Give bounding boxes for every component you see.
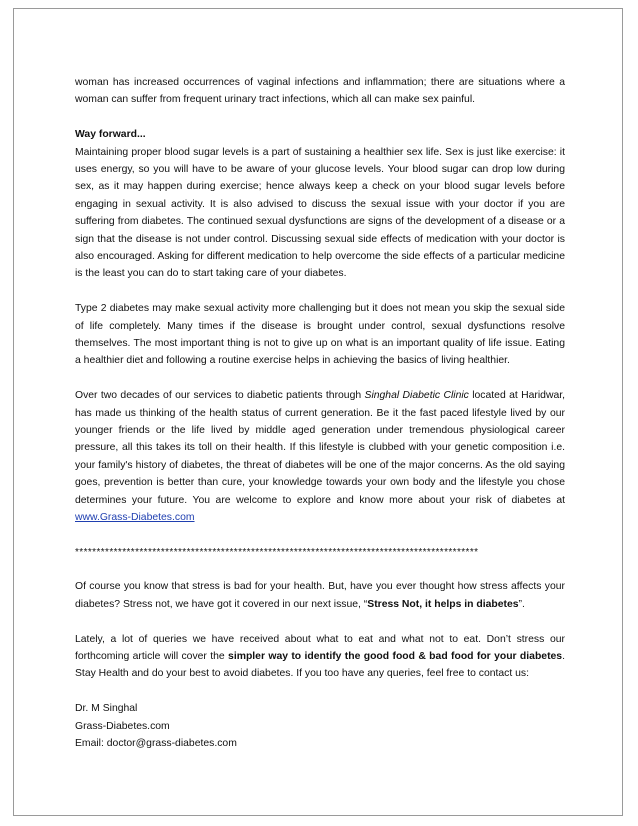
signature-name: Dr. M Singhal (75, 703, 138, 715)
website-link[interactable]: www.Grass-Diabetes.com (75, 512, 195, 524)
type2-paragraph: Type 2 diabetes may make sexual activity more challenging but it does not mean you skip the sexual side of life completely. Many times if the disease is brought under control, sexual dysfunctions resolve themselves. The most important thing is not to give up on what is an important quality of life issue. Eating a healthier diet and following a routine exercise helps in achieving the basics of living healthier. (75, 303, 565, 367)
asterisk-separator: ********************************************************************************************** (75, 546, 479, 558)
way-forward-paragraph: Maintaining proper blood sugar levels is a part of sustaining a healthier sex life. Sex is just like exercise: it uses energy, so you will have to be aware of your glucose levels. Your blood sugar can drop low during sex, as it may happen during exercise; hence always keep a check on your blood sugar levels before engaging in sexual activity. It is also advised to discuss the sexual issue with your doctor if you are suffering from diabetes. The continued sexual dysfunctions are signs of the development of a disease or a sign that the disease is not under control. Discussing sexual side effects of medication with your doctor is also encouraged. Asking for different medication to help overcome the side effects of a particular medicine is the least you can do to start taking care of your diabetes. (75, 146, 565, 280)
queries-highlight: simpler way to identify the good food & bad food for your diabetes (228, 650, 563, 662)
clinic-paragraph (75, 387, 565, 526)
clinic-text-1: Over two decades of our services to diabetic patients through (75, 390, 365, 402)
signature-email: Email: doctor@grass-diabetes.com (75, 737, 237, 749)
way-forward-heading: Way forward... (75, 129, 146, 141)
stress-text-2: ”. (518, 598, 525, 610)
stress-title: Stress Not, it helps in diabetes (367, 598, 519, 610)
signature-block (75, 700, 565, 752)
clinic-text-2: located at Haridwar, has made us thinking of the health status of current generation. Be it the fast paced lifestyle lived by our younger friends or the life lived by middle aged generation under tremendous physiological career pressure, all this takes its toll on their health. If this lifestyle is clubbed with your genetic composition i.e. your family's history of diabetes, the threat of diabetes will be one of the major concerns. As the old saying goes, prevention is better than cure, your knowledge towards your own body and the lifestyle you chose determines your future. You are welcome to explore and know more about your risk of diabetes at (75, 390, 566, 506)
queries-text-2: . Stay Health and do your best to avoid diabetes. If you too have any queries, feel free to contact us: (75, 650, 565, 680)
queries-paragraph (75, 631, 565, 683)
document-body (75, 74, 565, 752)
intro-paragraph: woman has increased occurrences of vaginal infections and inflammation; there are situations where a woman can suffer from frequent urinary tract infections, which all can make sex painful. (75, 77, 565, 106)
stress-text-1: Of course you know that stress is bad for your health. But, have you ever thought how stress affects your diabetes? Stress not, we have got it covered in our next issue, “ (75, 581, 565, 610)
clinic-name: Singhal Diabetic Clinic (364, 390, 469, 402)
way-forward-section (75, 126, 565, 283)
stress-paragraph (75, 578, 565, 613)
signature-site: Grass-Diabetes.com (75, 720, 170, 732)
queries-text-1: Lately, a lot of queries we have received about what to eat and what not to eat. Don’t stress our forthcoming article will cover the (75, 633, 565, 662)
